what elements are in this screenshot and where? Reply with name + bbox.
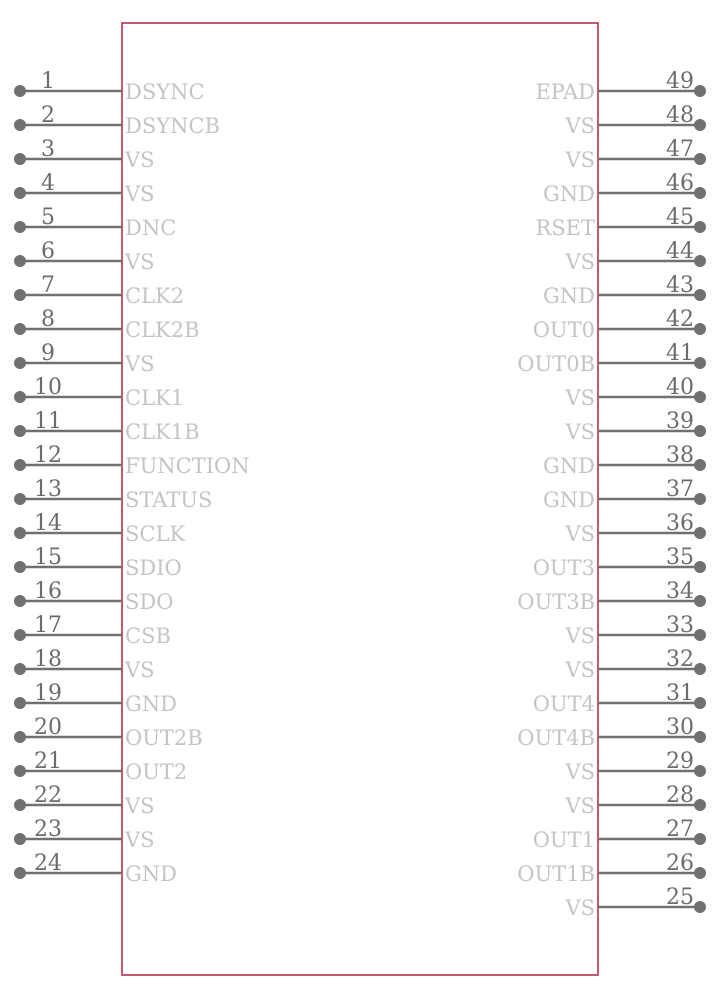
pin-terminal-dot [694, 323, 706, 335]
pin-terminal-dot [14, 357, 26, 369]
pin-terminal-dot [14, 119, 26, 131]
pin-number: 3 [41, 137, 55, 162]
pin-17 [14, 613, 171, 648]
pin-terminal-dot [14, 629, 26, 641]
pin-37 [543, 477, 706, 512]
pin-terminal-dot [14, 459, 26, 471]
pin-terminal-dot [694, 153, 706, 165]
pin-terminal-dot [694, 901, 706, 913]
pin-terminal-dot [694, 85, 706, 97]
pin-name: VS [125, 250, 155, 274]
pin-number: 6 [41, 239, 55, 264]
pin-number: 8 [41, 307, 55, 332]
pin-11 [14, 409, 200, 444]
pin-number: 20 [34, 715, 62, 740]
pin-48 [564, 103, 706, 138]
pin-terminal-dot [694, 425, 706, 437]
pin-14 [14, 511, 185, 546]
pin-name: DNC [125, 216, 177, 240]
pin-number: 29 [666, 749, 694, 774]
pin-terminal-dot [694, 663, 706, 675]
pin-name: CSB [125, 624, 171, 648]
pin-32 [564, 647, 706, 682]
pin-terminal-dot [14, 561, 26, 573]
pin-number: 25 [666, 885, 694, 910]
pin-number: 15 [34, 545, 62, 570]
pin-44 [564, 239, 706, 274]
pin-terminal-dot [14, 391, 26, 403]
pin-name: VS [565, 794, 595, 818]
pin-3 [14, 137, 155, 172]
pin-terminal-dot [694, 357, 706, 369]
pin-number: 44 [666, 239, 694, 264]
pin-number: 26 [666, 851, 694, 876]
pin-name: VS [565, 522, 595, 546]
pin-terminal-dot [14, 493, 26, 505]
pin-number: 1 [41, 69, 55, 94]
pin-45 [535, 205, 706, 240]
pin-number: 41 [666, 341, 694, 366]
pin-name: OUT0B [517, 352, 595, 376]
pin-22 [14, 783, 155, 818]
pin-number: 10 [34, 375, 62, 400]
pin-number: 12 [34, 443, 62, 468]
pin-name: VS [125, 182, 155, 206]
pin-46 [543, 171, 706, 206]
pin-terminal-dot [14, 867, 26, 879]
pin-number: 13 [34, 477, 62, 502]
pin-terminal-dot [694, 119, 706, 131]
pin-name: OUT3 [532, 556, 595, 580]
pin-terminal-dot [694, 595, 706, 607]
pin-28 [564, 783, 706, 818]
pin-40 [564, 375, 706, 410]
pin-terminal-dot [694, 255, 706, 267]
pin-number: 38 [666, 443, 694, 468]
pin-24 [14, 851, 177, 886]
pin-number: 30 [666, 715, 694, 740]
pin-19 [14, 681, 177, 716]
pin-number: 49 [666, 69, 694, 94]
pin-number: 42 [666, 307, 694, 332]
pin-name: OUT3B [517, 590, 595, 614]
pin-terminal-dot [694, 765, 706, 777]
pin-terminal-dot [694, 799, 706, 811]
pin-49 [535, 69, 706, 104]
pin-terminal-dot [14, 799, 26, 811]
pin-name: GND [543, 488, 595, 512]
pin-name: VS [565, 386, 595, 410]
pin-name: VS [125, 148, 155, 172]
pin-number: 14 [34, 511, 62, 536]
pin-number: 23 [34, 817, 62, 842]
pin-name: DSYNCB [125, 114, 220, 138]
pin-name: VS [125, 352, 155, 376]
pin-47 [564, 137, 706, 172]
pin-name: VS [565, 896, 595, 920]
pin-number: 39 [666, 409, 694, 434]
pin-name: SDO [125, 590, 174, 614]
pin-name: GND [125, 692, 177, 716]
pin-number: 32 [666, 647, 694, 672]
pin-name: DSYNC [125, 80, 205, 104]
pin-terminal-dot [694, 221, 706, 233]
pin-16 [14, 579, 173, 614]
pin-number: 34 [666, 579, 694, 604]
pin-name: STATUS [125, 488, 213, 512]
pin-number: 18 [34, 647, 62, 672]
pin-number: 45 [666, 205, 694, 230]
pin-terminal-dot [694, 731, 706, 743]
pin-terminal-dot [694, 561, 706, 573]
pin-number: 2 [41, 103, 55, 128]
pin-38 [543, 443, 706, 478]
pin-terminal-dot [694, 629, 706, 641]
pin-name: CLK1 [125, 386, 185, 410]
pin-number: 24 [34, 851, 62, 876]
pin-34 [517, 579, 706, 614]
pin-number: 11 [34, 409, 62, 434]
pin-name: VS [565, 114, 595, 138]
pin-25 [564, 885, 706, 920]
pin-terminal-dot [14, 833, 26, 845]
pin-terminal-dot [14, 323, 26, 335]
pin-terminal-dot [694, 289, 706, 301]
pin-name: GND [543, 284, 595, 308]
pin-7 [14, 273, 184, 308]
pin-26 [517, 851, 706, 886]
pin-20 [14, 715, 203, 750]
pin-4 [14, 171, 155, 206]
pin-23 [14, 817, 155, 852]
pin-number: 19 [34, 681, 62, 706]
pin-terminal-dot [14, 221, 26, 233]
pin-name: VS [565, 658, 595, 682]
pin-name: OUT1 [532, 828, 595, 852]
pin-name: VS [565, 148, 595, 172]
pin-42 [533, 307, 706, 342]
pin-terminal-dot [14, 595, 26, 607]
pin-name: VS [565, 250, 595, 274]
pin-number: 21 [34, 749, 62, 774]
pin-name: VS [565, 420, 595, 444]
pin-name: CLK2B [125, 318, 200, 342]
pin-terminal-dot [694, 697, 706, 709]
pin-name: CLK2 [125, 284, 185, 308]
pin-terminal-dot [14, 731, 26, 743]
pin-33 [564, 613, 706, 648]
pin-29 [564, 749, 706, 784]
pin-terminal-dot [14, 289, 26, 301]
pin-36 [564, 511, 706, 546]
pin-name: OUT2B [125, 726, 203, 750]
pin-number: 5 [41, 205, 55, 230]
pin-name: VS [565, 760, 595, 784]
pin-10 [14, 375, 184, 410]
pin-terminal-dot [14, 425, 26, 437]
pin-name: RSET [535, 216, 595, 240]
pin-6 [14, 239, 155, 274]
pin-number: 37 [666, 477, 694, 502]
right-pin-group [517, 69, 706, 920]
left-pin-group [14, 69, 250, 886]
pin-35 [533, 545, 706, 580]
pin-number: 40 [666, 375, 694, 400]
pin-name: OUT1B [517, 862, 595, 886]
pin-15 [14, 545, 182, 580]
pin-terminal-dot [14, 765, 26, 777]
pin-terminal-dot [14, 697, 26, 709]
pin-number: 17 [34, 613, 62, 638]
pin-2 [14, 103, 220, 138]
pin-name: VS [565, 624, 595, 648]
pin-number: 33 [666, 613, 694, 638]
pin-number: 48 [666, 103, 694, 128]
pin-name: VS [125, 794, 155, 818]
pin-31 [533, 681, 706, 716]
pin-terminal-dot [694, 187, 706, 199]
pin-name: SDIO [125, 556, 182, 580]
pin-name: VS [125, 828, 155, 852]
pin-number: 7 [41, 273, 55, 298]
pin-number: 22 [34, 783, 62, 808]
pin-name: OUT0 [532, 318, 595, 342]
pin-18 [14, 647, 155, 682]
pin-name: FUNCTION [125, 454, 250, 478]
pin-41 [517, 341, 706, 376]
pin-terminal-dot [694, 833, 706, 845]
pin-terminal-dot [694, 459, 706, 471]
pin-13 [14, 477, 212, 512]
pin-number: 4 [41, 171, 55, 196]
pin-name: EPAD [535, 80, 595, 104]
pin-name: GND [543, 454, 595, 478]
pin-terminal-dot [694, 867, 706, 879]
pin-27 [533, 817, 706, 852]
pin-terminal-dot [14, 527, 26, 539]
pin-terminal-dot [694, 493, 706, 505]
pin-name: GND [543, 182, 595, 206]
pin-terminal-dot [14, 85, 26, 97]
pin-name: VS [125, 658, 155, 682]
pin-name: SCLK [125, 522, 186, 546]
pin-number: 27 [666, 817, 694, 842]
pin-12 [14, 443, 250, 478]
pin-name: CLK1B [125, 420, 200, 444]
pin-terminal-dot [694, 391, 706, 403]
pin-number: 31 [666, 681, 694, 706]
pin-terminal-dot [14, 187, 26, 199]
pin-terminal-dot [14, 255, 26, 267]
pin-9 [14, 341, 155, 376]
pin-terminal-dot [14, 663, 26, 675]
pin-number: 9 [41, 341, 55, 366]
pin-number: 46 [666, 171, 694, 196]
pin-terminal-dot [694, 527, 706, 539]
pin-number: 36 [666, 511, 694, 536]
pin-name: OUT4B [517, 726, 595, 750]
pin-1 [14, 69, 205, 104]
pin-number: 28 [666, 783, 694, 808]
pin-number: 35 [666, 545, 694, 570]
pin-39 [564, 409, 706, 444]
pin-name: OUT2 [125, 760, 188, 784]
pin-name: OUT4 [532, 692, 595, 716]
pin-5 [14, 205, 176, 240]
pin-8 [14, 307, 200, 342]
pin-43 [543, 273, 706, 308]
pin-21 [14, 749, 187, 784]
pin-number: 16 [34, 579, 62, 604]
pin-terminal-dot [14, 153, 26, 165]
pin-number: 47 [666, 137, 694, 162]
pin-name: GND [125, 862, 177, 886]
pin-30 [517, 715, 706, 750]
pin-number: 43 [666, 273, 694, 298]
